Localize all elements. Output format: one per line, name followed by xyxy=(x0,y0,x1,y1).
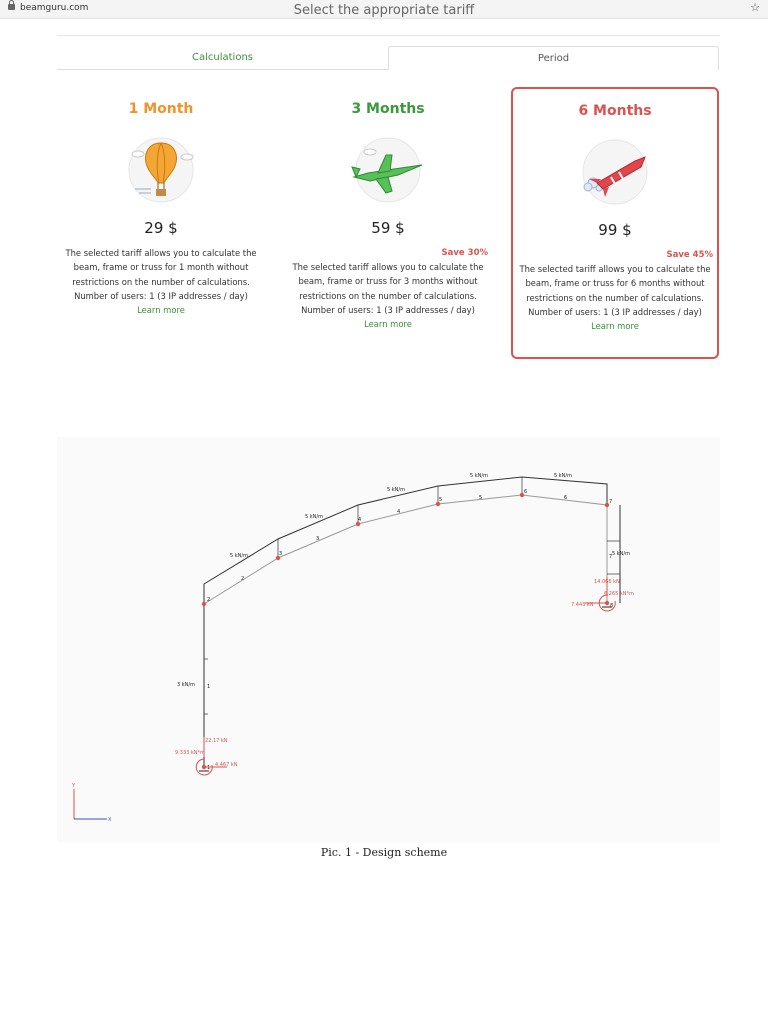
plan-price: 59 $ xyxy=(371,219,405,237)
node-label: 4 xyxy=(358,517,362,523)
plan-card-6-months[interactable] xyxy=(511,87,719,359)
node-label: 5 xyxy=(439,497,443,503)
plan-card-3-months[interactable] xyxy=(284,87,492,359)
reaction-label: 22.17 kN xyxy=(205,738,228,744)
url-text[interactable]: beamguru.com xyxy=(20,3,89,13)
divider xyxy=(57,35,720,36)
plan-price: 29 $ xyxy=(144,219,178,237)
tab-period[interactable]: Period xyxy=(388,46,719,70)
design-scheme-diagram xyxy=(57,437,720,842)
node-label: 2 xyxy=(207,597,211,603)
save-badge: Save 30% xyxy=(441,248,488,258)
bookmark-star-icon[interactable]: ☆ xyxy=(750,1,760,14)
member-label: 5 xyxy=(479,495,483,501)
node-label: 6 xyxy=(524,489,528,495)
plan-users: Number of users: 1 (3 IP addresses / day) xyxy=(74,290,248,301)
load-label: 5 kN/m xyxy=(612,551,630,557)
hot-air-balloon-icon xyxy=(121,137,201,203)
tariff-tabs xyxy=(57,46,720,71)
node-label: 8 xyxy=(610,603,614,609)
reaction-label: 7.443 kN xyxy=(571,602,594,608)
learn-more-link[interactable]: Learn more xyxy=(591,321,639,332)
rocket-icon xyxy=(575,139,655,205)
tab-calculations[interactable]: Calculations xyxy=(57,46,388,70)
load-label: 5 kN/m xyxy=(554,473,572,479)
plan-description: The selected tariff allows you to calculate the beam, frame or truss for 1 month without restrictions on the number of calculations. xyxy=(65,248,257,287)
plan-description: The selected tariff allows you to calculate the beam, frame or truss for 3 months without restrictions on the number of calculations. xyxy=(292,262,484,301)
member-label: 2 xyxy=(241,576,245,582)
reaction-label: 9.333 kN*m xyxy=(175,750,205,756)
reaction-label: 4.467 kN xyxy=(215,762,238,768)
axis-x-label: X xyxy=(108,817,112,823)
member-label: 7 xyxy=(609,554,613,560)
member-label: 3 xyxy=(316,536,320,542)
diagram-caption: Pic. 1 - Design scheme xyxy=(320,846,448,859)
plan-description: The selected tariff allows you to calculate the beam, frame or truss for 6 months without restrictions on the number of calculations. xyxy=(519,264,711,303)
axis-y-label: Y xyxy=(72,783,76,789)
reaction-label: 6.265 kN*m xyxy=(604,591,634,597)
save-badge: Save 45% xyxy=(666,250,713,260)
member-label: 1 xyxy=(207,684,211,690)
node-label: 3 xyxy=(279,551,283,557)
load-label: 3 kN/m xyxy=(177,682,195,688)
plan-title: 3 Months xyxy=(351,101,425,117)
member-label: 6 xyxy=(564,495,568,501)
plan-card-1-month[interactable] xyxy=(57,87,265,359)
reaction-label: 14.066 kN xyxy=(594,579,620,585)
node-label: 1 xyxy=(207,765,211,771)
load-label: 5 kN/m xyxy=(470,473,488,479)
learn-more-link[interactable]: Learn more xyxy=(364,319,412,330)
load-label: 5 kN/m xyxy=(305,514,323,520)
learn-more-link[interactable]: Learn more xyxy=(137,305,185,316)
plan-title: 1 Month xyxy=(128,101,194,117)
fighter-jet-icon xyxy=(348,137,428,203)
page-title: Select the appropriate tariff xyxy=(293,3,475,18)
load-label: 5 kN/m xyxy=(230,553,248,559)
plan-price: 99 $ xyxy=(598,221,632,239)
load-label: 5 kN/m xyxy=(387,487,405,493)
plan-users: Number of users: 1 (3 IP addresses / day) xyxy=(528,306,702,317)
member-label: 4 xyxy=(397,509,401,515)
plan-title: 6 Months xyxy=(578,103,652,119)
lock-icon xyxy=(8,4,15,10)
plan-users: Number of users: 1 (3 IP addresses / day) xyxy=(301,304,475,315)
node-label: 7 xyxy=(609,499,613,505)
